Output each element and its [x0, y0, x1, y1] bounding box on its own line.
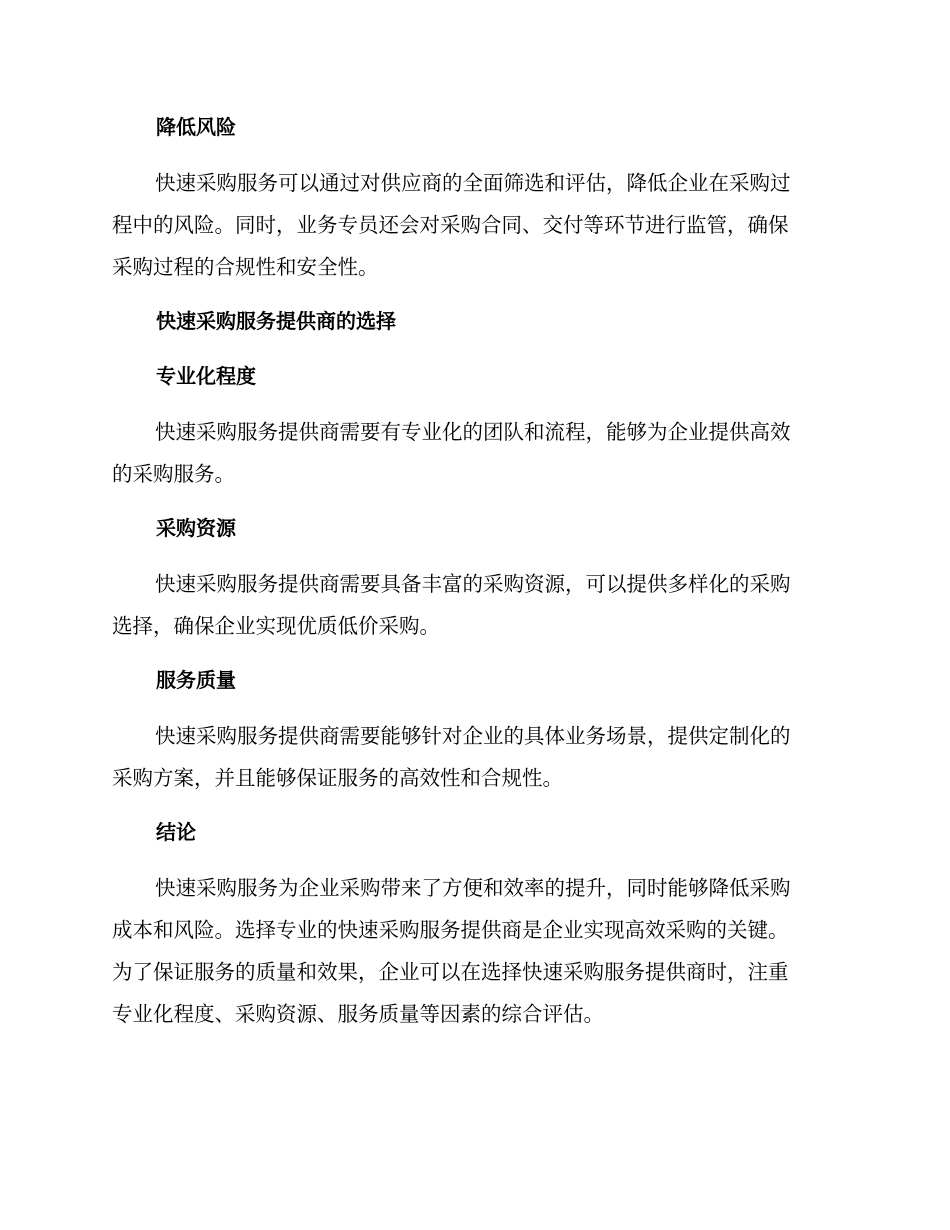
paragraph-line: 快速采购服务提供商需要有专业化的团队和流程，能够为企业提供高效: [155, 420, 791, 444]
paragraph-line: 快速采购服务为企业采购带来了方便和效率的提升，同时能够降低采购: [155, 876, 791, 900]
section-heading-reduce-risk: 降低风险: [156, 115, 236, 139]
section-heading-professionalism: 专业化程度: [156, 364, 256, 388]
paragraph-line: 快速采购服务可以通过对供应商的全面筛选和评估，降低企业在采购过: [155, 171, 791, 195]
section-heading-procurement-resources: 采购资源: [156, 516, 236, 540]
section-heading-conclusion: 结论: [156, 820, 196, 844]
paragraph-line: 采购方案，并且能够保证服务的高效性和合规性。: [112, 766, 563, 790]
paragraph-line: 采购过程的合规性和安全性。: [112, 255, 379, 279]
paragraph-line: 的采购服务。: [112, 462, 235, 486]
paragraph-line: 程中的风险。同时，业务专员还会对采购合同、交付等环节进行监管，确保: [112, 213, 789, 237]
paragraph-line: 为了保证服务的质量和效果，企业可以在选择快速采购服务提供商时，注重: [112, 960, 789, 984]
paragraph-line: 专业化程度、采购资源、服务质量等因素的综合评估。: [112, 1002, 604, 1026]
paragraph-line: 快速采购服务提供商需要具备丰富的采购资源，可以提供多样化的采购: [155, 572, 791, 596]
section-heading-service-quality: 服务质量: [156, 668, 236, 692]
section-paragraph-conclusion: [112, 867, 832, 1035]
section-heading-provider-selection: 快速采购服务提供商的选择: [156, 309, 396, 333]
section-paragraph-reduce-risk: [112, 162, 832, 288]
section-paragraph-service-quality: [112, 715, 832, 799]
paragraph-line: 成本和风险。选择专业的快速采购服务提供商是企业实现高效采购的关键。: [112, 918, 789, 942]
paragraph-line: 选择，确保企业实现优质低价采购。: [112, 614, 440, 638]
paragraph-line: 快速采购服务提供商需要能够针对企业的具体业务场景，提供定制化的: [155, 724, 791, 748]
section-paragraph-procurement-resources: [112, 563, 832, 647]
section-paragraph-professionalism: [112, 411, 832, 495]
